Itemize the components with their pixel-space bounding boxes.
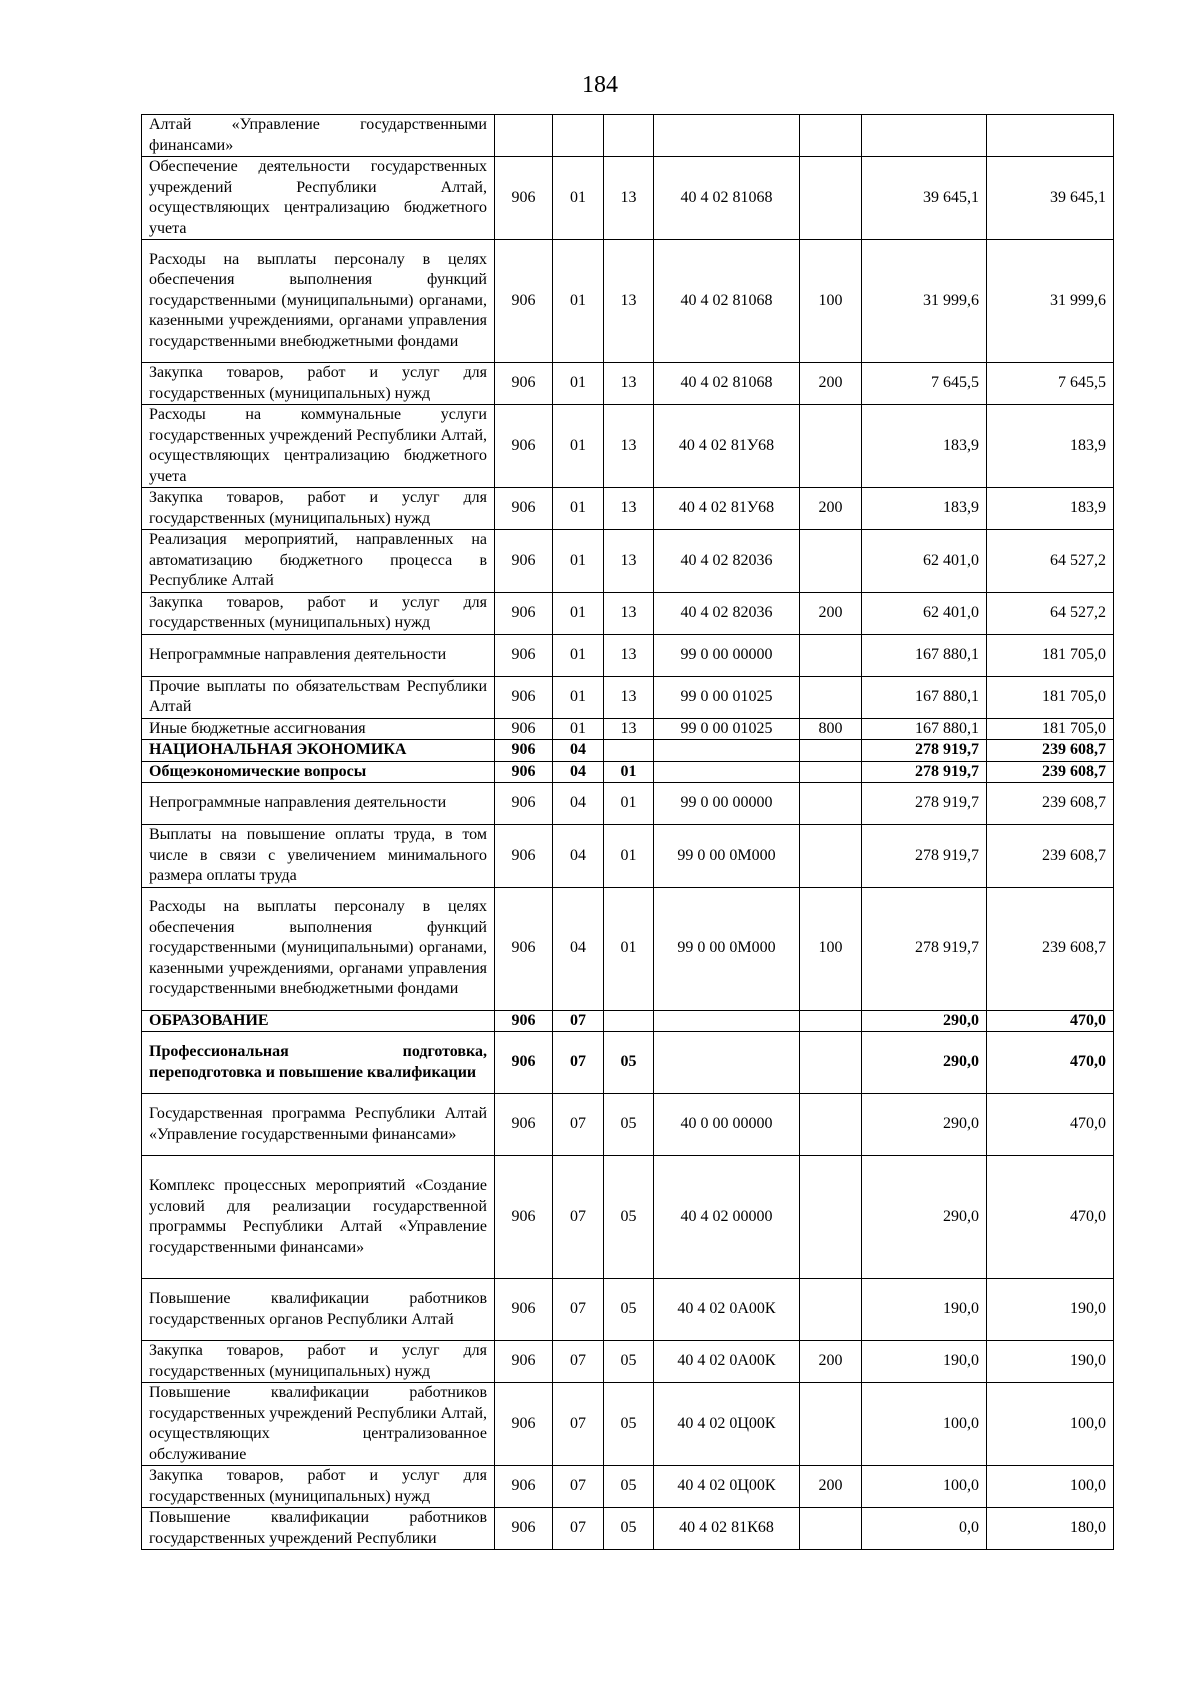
cell-target-article: 40 4 02 81У68: [654, 488, 800, 530]
cell-subsection: 13: [604, 363, 654, 405]
cell-subsection: 01: [604, 887, 654, 1010]
table-row: [142, 761, 1114, 783]
cell-grbs: 906: [495, 1156, 553, 1279]
table-row: [142, 740, 1114, 762]
cell-subsection: 13: [604, 676, 654, 718]
cell-target-article: [654, 115, 800, 157]
cell-name: Расходы на выплаты персоналу в целях обеспечения выполнения функций государственными (муниципальными) органами, казенными учреждениями, органами управления государственными внебюджетными фондами: [142, 240, 495, 363]
cell-grbs: 906: [495, 1383, 553, 1466]
cell-amount-year1: 190,0: [862, 1279, 987, 1341]
cell-amount-year1: 290,0: [862, 1010, 987, 1032]
cell-section: 01: [553, 157, 604, 240]
cell-name: Иные бюджетные ассигнования: [142, 718, 495, 740]
table-row: [142, 157, 1114, 240]
cell-target-article: 40 4 02 0Ц00К: [654, 1383, 800, 1466]
cell-grbs: 906: [495, 740, 553, 762]
table-body: [142, 115, 1114, 1550]
cell-target-article: 99 0 00 0М000: [654, 825, 800, 888]
table-row: [142, 530, 1114, 593]
cell-name: Повышение квалификации работников государственных органов Республики Алтай: [142, 1279, 495, 1341]
cell-subsection: 01: [604, 783, 654, 825]
cell-section: 07: [553, 1010, 604, 1032]
cell-section: 04: [553, 783, 604, 825]
cell-expense-type: [800, 740, 862, 762]
cell-target-article: 99 0 00 00000: [654, 783, 800, 825]
table-row: [142, 240, 1114, 363]
cell-grbs: 906: [495, 718, 553, 740]
cell-target-article: 99 0 00 00000: [654, 634, 800, 676]
cell-target-article: 40 4 02 0А00К: [654, 1341, 800, 1383]
cell-section: 01: [553, 718, 604, 740]
table-row: [142, 488, 1114, 530]
cell-section: 04: [553, 825, 604, 888]
cell-section: 01: [553, 488, 604, 530]
cell-name: Алтай «Управление государственными финансами»: [142, 115, 495, 157]
cell-subsection: 13: [604, 718, 654, 740]
table-row: [142, 1508, 1114, 1550]
cell-subsection: 13: [604, 157, 654, 240]
cell-amount-year1: 278 919,7: [862, 761, 987, 783]
cell-expense-type: [800, 157, 862, 240]
cell-section: [553, 115, 604, 157]
cell-amount-year2: 239 608,7: [987, 761, 1114, 783]
table-row: [142, 1383, 1114, 1466]
cell-section: 01: [553, 634, 604, 676]
cell-name: Государственная программа Республики Алтай «Управление государственными финансами»: [142, 1094, 495, 1156]
table-row: [142, 1156, 1114, 1279]
cell-section: 04: [553, 887, 604, 1010]
cell-amount-year1: 39 645,1: [862, 157, 987, 240]
cell-section: 01: [553, 676, 604, 718]
cell-grbs: 906: [495, 363, 553, 405]
table-row: [142, 592, 1114, 634]
cell-amount-year2: 7 645,5: [987, 363, 1114, 405]
cell-subsection: 13: [604, 592, 654, 634]
cell-name: Закупка товаров, работ и услуг для государственных (муниципальных) нужд: [142, 363, 495, 405]
cell-amount-year1: 183,9: [862, 488, 987, 530]
table-row: [142, 405, 1114, 488]
cell-expense-type: [800, 1156, 862, 1279]
cell-grbs: 906: [495, 530, 553, 593]
cell-expense-type: [800, 1279, 862, 1341]
cell-name: Прочие выплаты по обязательствам Республики Алтай: [142, 676, 495, 718]
cell-section: 07: [553, 1156, 604, 1279]
cell-expense-type: 100: [800, 240, 862, 363]
cell-amount-year2: 181 705,0: [987, 634, 1114, 676]
cell-section: 07: [553, 1094, 604, 1156]
cell-amount-year2: 183,9: [987, 405, 1114, 488]
table-row: [142, 1032, 1114, 1094]
cell-expense-type: 100: [800, 887, 862, 1010]
cell-expense-type: [800, 761, 862, 783]
cell-subsection: [604, 115, 654, 157]
cell-section: 07: [553, 1279, 604, 1341]
cell-target-article: 40 4 02 00000: [654, 1156, 800, 1279]
cell-amount-year1: 183,9: [862, 405, 987, 488]
cell-grbs: 906: [495, 1466, 553, 1508]
cell-amount-year2: 190,0: [987, 1341, 1114, 1383]
cell-name: Реализация мероприятий, направленных на автоматизацию бюджетного процесса в Республике Алтай: [142, 530, 495, 593]
cell-name: Обеспечение деятельности государственных учреждений Республики Алтай, осуществляющих централизацию бюджетного учета: [142, 157, 495, 240]
cell-name: НАЦИОНАЛЬНАЯ ЭКОНОМИКА: [142, 740, 495, 762]
cell-amount-year2: 470,0: [987, 1010, 1114, 1032]
cell-target-article: 40 4 02 81068: [654, 363, 800, 405]
cell-subsection: 01: [604, 825, 654, 888]
cell-amount-year1: 100,0: [862, 1466, 987, 1508]
cell-expense-type: 200: [800, 1466, 862, 1508]
cell-amount-year2: 470,0: [987, 1094, 1114, 1156]
cell-expense-type: [800, 530, 862, 593]
cell-amount-year1: 167 880,1: [862, 634, 987, 676]
cell-amount-year2: 190,0: [987, 1279, 1114, 1341]
cell-subsection: 05: [604, 1466, 654, 1508]
cell-target-article: [654, 1010, 800, 1032]
table-row: [142, 783, 1114, 825]
cell-subsection: 05: [604, 1383, 654, 1466]
cell-target-article: 99 0 00 0М000: [654, 887, 800, 1010]
cell-target-article: 40 4 02 82036: [654, 530, 800, 593]
cell-section: 07: [553, 1508, 604, 1550]
table-row: [142, 676, 1114, 718]
table-row: [142, 115, 1114, 157]
cell-name: Выплаты на повышение оплаты труда, в том числе в связи с увеличением минимального размера оплаты труда: [142, 825, 495, 888]
cell-section: 07: [553, 1032, 604, 1094]
cell-amount-year2: 239 608,7: [987, 783, 1114, 825]
cell-subsection: 05: [604, 1508, 654, 1550]
cell-amount-year1: 100,0: [862, 1383, 987, 1466]
cell-expense-type: [800, 825, 862, 888]
cell-target-article: 40 4 02 0Ц00К: [654, 1466, 800, 1508]
cell-amount-year1: 278 919,7: [862, 825, 987, 888]
cell-amount-year2: 470,0: [987, 1156, 1114, 1279]
cell-amount-year1: 7 645,5: [862, 363, 987, 405]
cell-amount-year2: 100,0: [987, 1466, 1114, 1508]
cell-grbs: 906: [495, 1010, 553, 1032]
cell-amount-year2: [987, 115, 1114, 157]
cell-name: Комплекс процессных мероприятий «Создание условий для реализации государственной программы Республики Алтай «Управление государственными финансами»: [142, 1156, 495, 1279]
cell-name: Общеэкономические вопросы: [142, 761, 495, 783]
cell-subsection: 05: [604, 1094, 654, 1156]
cell-section: 01: [553, 405, 604, 488]
cell-grbs: 906: [495, 783, 553, 825]
cell-expense-type: 800: [800, 718, 862, 740]
cell-name: Закупка товаров, работ и услуг для государственных (муниципальных) нужд: [142, 592, 495, 634]
cell-name: Профессиональная подготовка, переподготовка и повышение квалификации: [142, 1032, 495, 1094]
cell-section: 04: [553, 761, 604, 783]
cell-target-article: 99 0 00 01025: [654, 676, 800, 718]
cell-grbs: 906: [495, 1508, 553, 1550]
cell-amount-year1: 278 919,7: [862, 740, 987, 762]
cell-amount-year2: 183,9: [987, 488, 1114, 530]
cell-target-article: 40 4 02 0А00К: [654, 1279, 800, 1341]
cell-amount-year1: 62 401,0: [862, 530, 987, 593]
cell-name: Повышение квалификации работников государственных учреждений Республики: [142, 1508, 495, 1550]
cell-amount-year2: 181 705,0: [987, 718, 1114, 740]
cell-amount-year1: 167 880,1: [862, 676, 987, 718]
cell-amount-year2: 31 999,6: [987, 240, 1114, 363]
cell-amount-year1: 278 919,7: [862, 887, 987, 1010]
table-row: [142, 1010, 1114, 1032]
cell-amount-year2: 181 705,0: [987, 676, 1114, 718]
table-row: [142, 718, 1114, 740]
cell-expense-type: [800, 1010, 862, 1032]
cell-subsection: [604, 740, 654, 762]
cell-expense-type: 200: [800, 488, 862, 530]
cell-expense-type: [800, 1032, 862, 1094]
cell-amount-year1: 167 880,1: [862, 718, 987, 740]
table-row: [142, 1466, 1114, 1508]
cell-grbs: 906: [495, 488, 553, 530]
cell-name: ОБРАЗОВАНИЕ: [142, 1010, 495, 1032]
cell-target-article: 40 0 00 00000: [654, 1094, 800, 1156]
cell-amount-year2: 64 527,2: [987, 592, 1114, 634]
cell-grbs: [495, 115, 553, 157]
cell-name: Повышение квалификации работников государственных учреждений Республики Алтай, осуществляющих централизованное обслуживание: [142, 1383, 495, 1466]
cell-expense-type: [800, 1508, 862, 1550]
cell-grbs: 906: [495, 1032, 553, 1094]
cell-subsection: 05: [604, 1032, 654, 1094]
cell-grbs: 906: [495, 1279, 553, 1341]
cell-subsection: 13: [604, 530, 654, 593]
cell-target-article: [654, 740, 800, 762]
table-row: [142, 363, 1114, 405]
table-row: [142, 1279, 1114, 1341]
cell-expense-type: [800, 676, 862, 718]
cell-amount-year1: 290,0: [862, 1032, 987, 1094]
cell-target-article: 40 4 02 81068: [654, 157, 800, 240]
cell-grbs: 906: [495, 157, 553, 240]
cell-subsection: 13: [604, 240, 654, 363]
cell-target-article: [654, 761, 800, 783]
cell-section: 07: [553, 1383, 604, 1466]
cell-grbs: 906: [495, 634, 553, 676]
cell-amount-year1: 278 919,7: [862, 783, 987, 825]
cell-grbs: 906: [495, 240, 553, 363]
cell-grbs: 906: [495, 1341, 553, 1383]
cell-amount-year1: 190,0: [862, 1341, 987, 1383]
cell-target-article: 40 4 02 81068: [654, 240, 800, 363]
cell-section: 01: [553, 363, 604, 405]
cell-target-article: 40 4 02 82036: [654, 592, 800, 634]
cell-expense-type: [800, 1094, 862, 1156]
table-row: [142, 1341, 1114, 1383]
cell-target-article: 40 4 02 81У68: [654, 405, 800, 488]
cell-subsection: 13: [604, 634, 654, 676]
cell-name: Закупка товаров, работ и услуг для государственных (муниципальных) нужд: [142, 488, 495, 530]
cell-amount-year1: 0,0: [862, 1508, 987, 1550]
cell-grbs: 906: [495, 825, 553, 888]
cell-subsection: 05: [604, 1156, 654, 1279]
cell-amount-year1: [862, 115, 987, 157]
cell-section: 07: [553, 1341, 604, 1383]
cell-subsection: 05: [604, 1341, 654, 1383]
cell-grbs: 906: [495, 405, 553, 488]
cell-target-article: [654, 1032, 800, 1094]
cell-amount-year2: 100,0: [987, 1383, 1114, 1466]
cell-expense-type: 200: [800, 1341, 862, 1383]
cell-name: Непрограммные направления деятельности: [142, 783, 495, 825]
cell-amount-year1: 62 401,0: [862, 592, 987, 634]
cell-section: 07: [553, 1466, 604, 1508]
cell-amount-year2: 64 527,2: [987, 530, 1114, 593]
cell-name: Расходы на выплаты персоналу в целях обеспечения выполнения функций государственными (муниципальными) органами, казенными учреждениями, органами управления государственными внебюджетными фондами: [142, 887, 495, 1010]
cell-expense-type: [800, 634, 862, 676]
cell-target-article: 99 0 00 01025: [654, 718, 800, 740]
cell-amount-year2: 239 608,7: [987, 887, 1114, 1010]
cell-subsection: [604, 1010, 654, 1032]
cell-expense-type: 200: [800, 592, 862, 634]
cell-grbs: 906: [495, 592, 553, 634]
table-row: [142, 1094, 1114, 1156]
cell-name: Расходы на коммунальные услуги государственных учреждений Республики Алтай, осуществляющих централизацию бюджетного учета: [142, 405, 495, 488]
table-row: [142, 887, 1114, 1010]
cell-amount-year1: 290,0: [862, 1156, 987, 1279]
cell-section: 01: [553, 240, 604, 363]
cell-amount-year2: 239 608,7: [987, 825, 1114, 888]
cell-subsection: 01: [604, 761, 654, 783]
cell-grbs: 906: [495, 676, 553, 718]
cell-amount-year2: 239 608,7: [987, 740, 1114, 762]
cell-expense-type: [800, 115, 862, 157]
cell-name: Закупка товаров, работ и услуг для государственных (муниципальных) нужд: [142, 1466, 495, 1508]
cell-amount-year1: 31 999,6: [862, 240, 987, 363]
cell-amount-year2: 180,0: [987, 1508, 1114, 1550]
cell-grbs: 906: [495, 761, 553, 783]
cell-section: 04: [553, 740, 604, 762]
cell-amount-year2: 470,0: [987, 1032, 1114, 1094]
cell-target-article: 40 4 02 81К68: [654, 1508, 800, 1550]
cell-expense-type: [800, 783, 862, 825]
cell-section: 01: [553, 530, 604, 593]
budget-table: [141, 114, 1114, 1550]
cell-expense-type: [800, 405, 862, 488]
cell-expense-type: [800, 1383, 862, 1466]
cell-subsection: 13: [604, 488, 654, 530]
cell-amount-year2: 39 645,1: [987, 157, 1114, 240]
table-row: [142, 634, 1114, 676]
cell-grbs: 906: [495, 887, 553, 1010]
cell-amount-year1: 290,0: [862, 1094, 987, 1156]
cell-subsection: 13: [604, 405, 654, 488]
cell-subsection: 05: [604, 1279, 654, 1341]
cell-name: Непрограммные направления деятельности: [142, 634, 495, 676]
cell-section: 01: [553, 592, 604, 634]
page-number: 184: [582, 72, 618, 98]
cell-expense-type: 200: [800, 363, 862, 405]
cell-grbs: 906: [495, 1094, 553, 1156]
cell-name: Закупка товаров, работ и услуг для государственных (муниципальных) нужд: [142, 1341, 495, 1383]
table-row: [142, 825, 1114, 888]
